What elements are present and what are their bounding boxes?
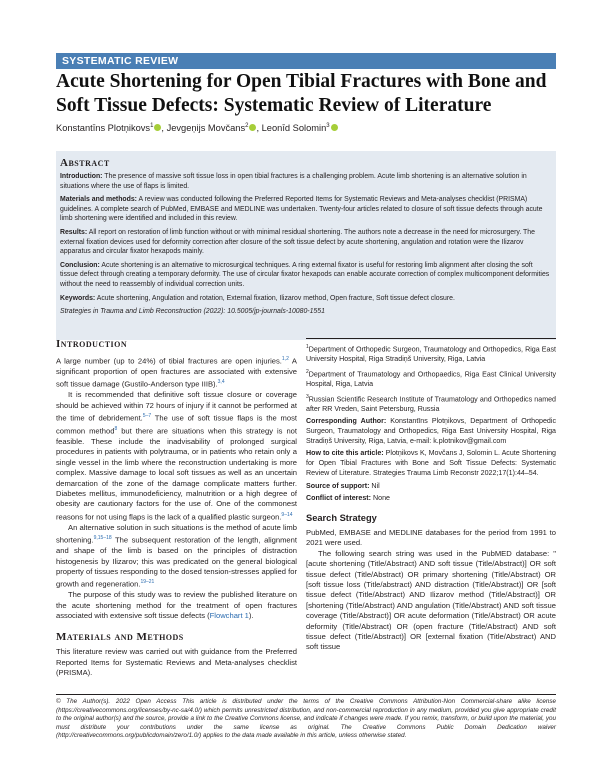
para-text: The subsequent restoration of the length, alignment and shape of the limb is based on the principles of distraction histogenesis by Ilizarov; this was predicated on the general biological property of tissues responding to the dosed tension-stresses applied for growth and regeneration. [56, 535, 297, 589]
para-text: A large number (up to 24%) of tibial fractures are open injuries. [56, 356, 282, 366]
abstract-text: Acute shortening is an alternative to microsurgical techniques. A ring external fixator is useful for restoring limb alignment after closing the soft tissue defect through creating a temporary deformity. The use of circular fixator hexapods can enable accurate correction of complex multicomponent deformities without the need to reassembly of individual correction units. [60, 261, 550, 288]
affiliation-1: $^1$Department of Orthopedic Surgeon, Traumatology and Orthopedics, Riga East University Hospital, Riga Stradiņš University, Riga, Latvia [306, 344, 556, 364]
citation-ref[interactable]: 9,15–18 [93, 535, 112, 542]
section-label: SYSTEMATIC REVIEW [62, 55, 179, 67]
affiliation-2: $^2$Department of Traumatology and Orthopaedics, Riga East Clinical University Hospital, Riga, Latvia [306, 368, 556, 388]
abstract-label: Introduction: [60, 173, 103, 180]
intro-paragraph [56, 523, 297, 591]
left-column [56, 338, 297, 679]
value: Plotņikovs K, Movčans J, Solomin L. Acute Shortening for Open Tibial Fractures with Bone and Soft Tissue Defects: Systematic Review of Literature. Strategies Trauma Limb Reconstr 2022;17(1):44–54. [306, 449, 556, 477]
corresponding-author [306, 417, 556, 446]
para-text: but there are situations when this strategy is not feasible. These include the inadvisability of prolonged surgical procedures in patients with polytrauma, or in patients who retain only a single vessel in the limb where the reconstruction undertaking is more complex. Massive damage to local soft tissues as well as an uncertain demarcation of the zone of the damage complicate matters further. Diabetes mellitus, immunodeficiency, malnutrition or a high degree of obesity are cautionary factors for the use of. One of the commonest reasons for not using flaps is the lack of a qualified plastic surgeon. [56, 426, 297, 522]
author-sup: 3 [326, 123, 330, 129]
abstract-conclusion [60, 261, 552, 290]
intro-paragraph [56, 390, 297, 522]
affiliation-text: Russian Scientific Research Institute of Traumatology and Orthopedics named after RR Vreden, Saint Petersburg, Russia [306, 394, 556, 413]
abstract-text: Acute shortening, Angulation and rotation, External fixation, Ilizarov method, Open fracture, Soft tissue defect closure. [95, 294, 455, 302]
abstract-text: All report on restoration of limb function without or with minimal residual shortening. The authors note a decrease in the need for microsurgery. The external fixation devices used for deformity correction after closure of the soft tissue defect by acute shortening, angulation and rotation were the Ilizarov apparatus and circular fixator hexapods mainly. [60, 228, 535, 256]
article-title: Acute Shortening for Open Tibial Fractures with Bone and Soft Tissue Defects: Systematic Review of Literature [56, 71, 547, 116]
label: How to cite this article: [306, 449, 384, 458]
search-paragraph: PubMed, EMBASE and MEDLINE databases for the period from 1991 to 2021 were used. [306, 527, 556, 548]
citation-ref[interactable]: 9–14 [281, 511, 293, 518]
abstract-keywords [60, 294, 552, 304]
flowchart-link[interactable]: Flowchart 1 [209, 611, 249, 621]
affiliation-3: $^3$Russian Scientific Research Institute of Traumatology and Orthopedics named after RR Vreden, Saint Petersburg, Russia [306, 393, 556, 413]
author-name: Konstantīns Plotņikovs [56, 123, 151, 134]
orcid-icon[interactable] [154, 124, 161, 131]
label: Source of support: [306, 481, 370, 490]
abstract-label: Results: [60, 228, 88, 236]
orcid-icon[interactable] [249, 124, 256, 131]
citation-ref[interactable]: 8 [114, 426, 118, 433]
author-name: Leonīd Solomin [261, 123, 327, 134]
label: Conflict of interest: [306, 494, 372, 503]
source-of-support [306, 482, 556, 492]
right-column [306, 338, 556, 653]
author-name: Jevgeņijs Movčans [166, 123, 246, 134]
para-text: The use of soft tissue flaps is the most common method [56, 413, 297, 436]
abstract-heading: Abstract [60, 157, 110, 169]
abstract-label: Materials and methods: [60, 196, 137, 204]
abstract-text: A review was conducted following the Preferred Reported Items for Systematic Reviews and Meta-analyses checklist (PRISMA) guidelines. A complete search of PubMed, EMBASE and MEDLINE was undertaken. Twenty-four articles related to closure of soft tissue defects through acute limb shortening were identified and included in this review. [60, 196, 543, 223]
methods-heading: Materials and Methods [56, 631, 184, 644]
citation-ref[interactable]: 5–7 [142, 413, 152, 420]
citation-ref[interactable]: 19–21 [140, 579, 155, 586]
citation-text: Strategies in Trauma and Limb Reconstruction (2022): 10.5005/jp-journals-10080-1551 [60, 308, 325, 316]
introduction-heading: Introduction [56, 338, 128, 350]
para-text: A significant proportion of open fractures are associated with extensive soft tissue damage (Gustilo-Anderson type IIIB). [56, 356, 297, 389]
abstract-methods [60, 195, 552, 224]
affiliation-text: Department of Orthopedic Surgeon, Traumatology and Orthopedics, Riga East University Hospital, Riga Stradiņš University, Riga, Latvia [306, 345, 556, 364]
methods-paragraph: This literature review was carried out with guidance from the Preferred Reported Items for Systematic Reviews and Meta-analyses checklist (PRISMA). [56, 647, 297, 678]
abstract-text: The presence of massive soft tissue loss in open tibial fractures is a challenging problem. Acute limb shortening is an alternative solution in situations where the use of flaps is limited. [60, 173, 527, 190]
label: Corresponding Author: [306, 417, 387, 426]
value: None [371, 494, 390, 503]
section-band [56, 53, 556, 69]
author-sup: 2 [245, 123, 249, 129]
abstract-label: Keywords: [60, 294, 96, 302]
author-sup: 1 [150, 123, 154, 129]
intro-paragraph [56, 354, 297, 390]
abstract-introduction [60, 172, 552, 191]
intro-paragraph [56, 590, 297, 621]
citation-ref[interactable]: 1,2 [281, 356, 289, 362]
value: Nil [369, 481, 380, 490]
author-list: Konstantīns Plotņikovs$^1$ , Jevgeņijs Movčans$^2$ , Leonīd Solomin$^3$ [56, 123, 556, 133]
conflict-of-interest [306, 494, 556, 504]
affiliations-box [306, 338, 556, 504]
affiliation-text: Department of Traumatology and Orthopaedics, Riga East Clinical University Hospital, Riga, Latvia [306, 370, 556, 388]
para-text: An alternative solution in such situations is the method of acute limb shortening. [56, 522, 297, 545]
abstract-label: Conclusion: [60, 261, 100, 269]
abstract-citation [60, 307, 552, 317]
para-text: It is recommended that definitive soft tissue closure or coverage should be achieved within 72 hours of injury if it cannot be performed at the time of debridement. [56, 390, 297, 423]
para-text: The purpose of this study was to review the published literature on the acute shortening method for the treatment of open fractures associated with extensive soft tissue defects ( [56, 590, 297, 621]
search-paragraph: The following search string was used in the PubMED database: "[acute shortening (Title/Abstract) AND soft tissue (Title/Abstract)] OR soft tissue defect (Title/Abstract) OR primary shortening (Title/Abstract) OR [soft tissue loss (Title/abstract) AND distraction (Title/Abstract)] OR [soft tissue defect (Title/Abstract) AND Ilizarov method (Title/Abstract)] OR [shortening (Title/Abstract) AND angulation (Title/Abstract) AND soft tissue coverage (Title/Abstract)] OR acute deformation (Title/Abstract) OR acute deformity (Title/Abstract) OR (open fracture (Title/Abstract) AND soft tissue defect (Title/Abstract)] OR [external fixation (Title/Abstract) AND soft tissue [306, 548, 556, 652]
how-to-cite [306, 449, 556, 478]
abstract-box [56, 151, 556, 340]
orcid-icon[interactable] [331, 124, 338, 131]
license-footer: © The Author(s). 2022 Open Access This article is distributed under the terms of the Creative Commons Attribution-Non Commercial-share alike license (https://creativecommons.org/licenses/by-nc-sa/4.0/) which permits unrestricted distribution, and non-commercial reproduction in any medium, provided you give appropriate credit to the original author(s) and the source, provide a link to the Creative Commons license, and indicate if changes were made. If you remix, transform, or build upon the material, you must distribute your contributions under the same license as original. The Creative Commons Public Domain Dedication waiver (http://creativecommons.org/publicdomain/zero/1.0/) applies to the data made available in this article, unless otherwise stated. [56, 694, 556, 741]
abstract-results [60, 228, 552, 257]
citation-ref[interactable]: 3,4 [217, 379, 225, 386]
para-text: ). [248, 611, 254, 621]
value: Konstantīns Plotņikovs, Department of Orthopedic Surgeon, Traumatology and Orthopedics, Riga East University Hospital, Riga Stradiņš University, Riga, Latvia, e-mail: k.plotnikov@gmail.com [306, 417, 556, 445]
search-strategy-heading: Search Strategy [306, 512, 377, 523]
